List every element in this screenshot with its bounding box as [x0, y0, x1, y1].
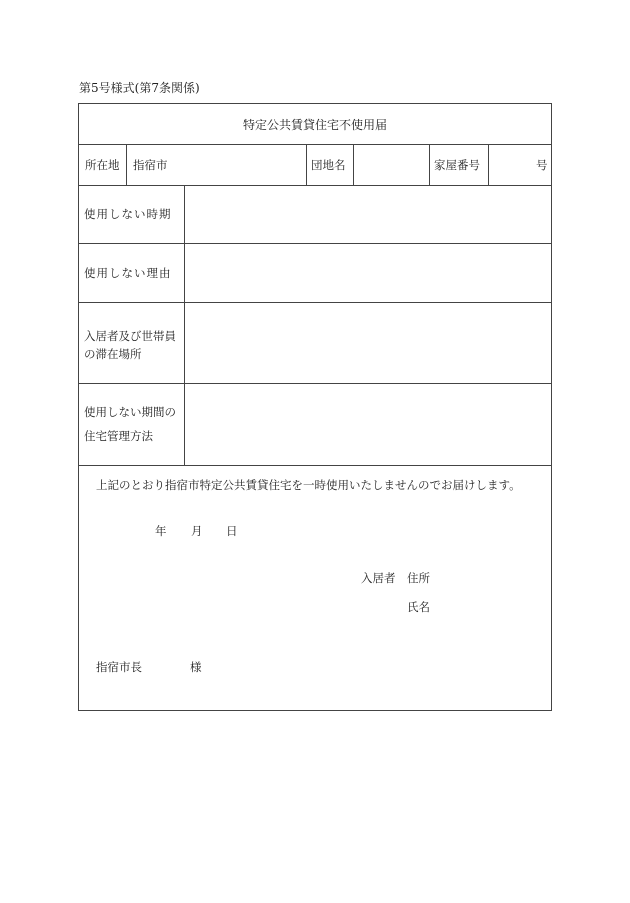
address-label: 住所: [407, 571, 430, 585]
location-label: 所在地: [85, 158, 120, 172]
form-number-label: 第5号様式(第7条関係): [79, 81, 200, 95]
reason-field[interactable]: [187, 247, 547, 299]
column-divider: [126, 144, 127, 185]
location-field[interactable]: [239, 148, 303, 182]
month-label: 月: [191, 524, 203, 538]
management-label-line1: 使用しない期間の: [84, 405, 176, 419]
row-divider: [79, 243, 551, 244]
reason-label: 使用しない理由: [84, 266, 172, 280]
residence-field[interactable]: [187, 306, 547, 380]
row-divider: [79, 185, 551, 186]
column-divider: [306, 144, 307, 185]
honorific-label: 様: [190, 660, 202, 674]
row-divider: [79, 383, 551, 384]
complex-name-label: 団地名: [311, 158, 346, 172]
column-divider: [488, 144, 489, 185]
mayor-label: 指宿市長: [96, 660, 142, 674]
year-label: 年: [155, 524, 167, 538]
period-field[interactable]: [187, 188, 547, 240]
column-divider: [353, 144, 354, 185]
house-number-field[interactable]: [491, 148, 531, 182]
period-label: 使用しない時期: [84, 207, 172, 221]
name-label: 氏名: [407, 600, 430, 614]
column-divider: [429, 144, 430, 185]
residence-label-line2: の滞在場所: [84, 347, 142, 361]
day-label: 日: [226, 524, 238, 538]
row-divider: [79, 302, 551, 303]
row-divider: [79, 465, 551, 466]
label-column-divider: [184, 185, 185, 465]
residence-label-line1: 入居者及び世帯員: [84, 329, 176, 343]
complex-name-field[interactable]: [356, 148, 426, 182]
management-field[interactable]: [187, 387, 547, 462]
form-title: 特定公共賃貸住宅不使用届: [242, 118, 387, 132]
location-value: 指宿市: [133, 158, 168, 172]
notification-form: [78, 103, 552, 711]
house-number-unit: 号: [536, 158, 548, 172]
declaration-statement: 上記のとおり指宿市特定公共賃貸住宅を一時使用いたしませんのでお届けします。: [96, 478, 521, 492]
house-number-label: 家屋番号: [434, 158, 480, 172]
row-divider: [79, 144, 551, 145]
management-label-line2: 住宅管理方法: [84, 429, 153, 443]
resident-label: 入居者: [361, 571, 396, 585]
